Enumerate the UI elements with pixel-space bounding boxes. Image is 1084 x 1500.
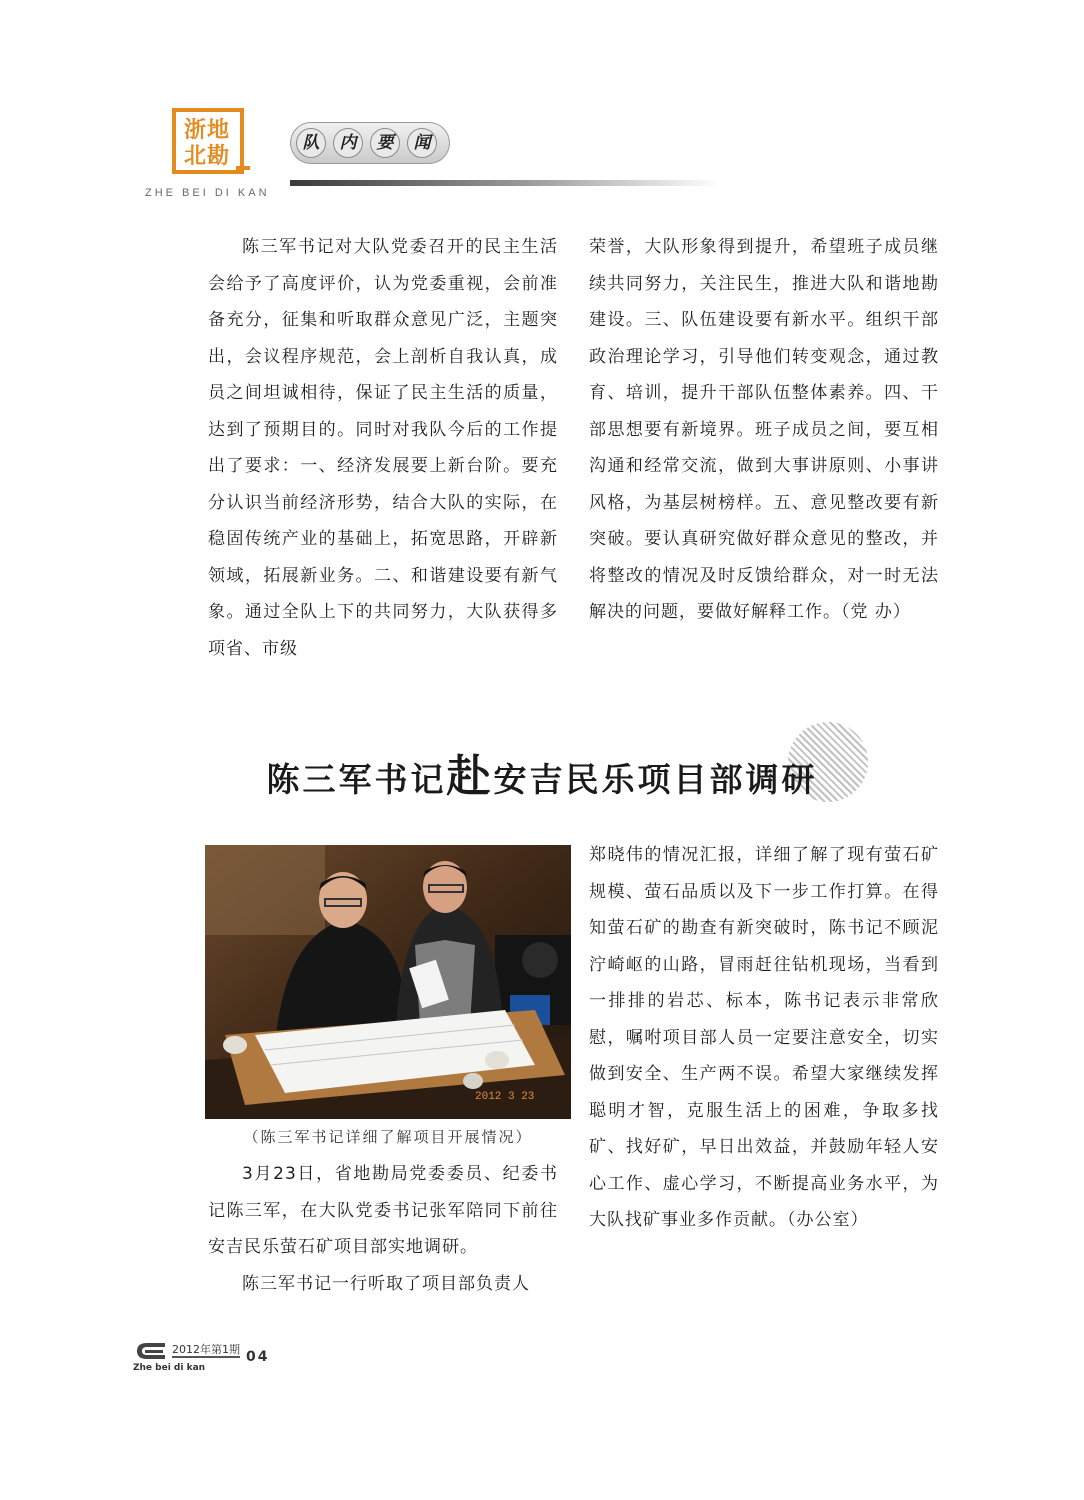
header-rule <box>290 180 720 186</box>
section-char-4: 闻 <box>407 128 437 158</box>
article2-right-text: 郑晓伟的情况汇报，详细了解了现有萤石矿规模、萤石品质以及下一步工作打算。在得知萤石矿的勘查有新突破时，陈书记不顾泥泞崎岖的山路，冒雨赶往钻机现场，当看到一排排的岩芯、标本，陈书记表示非常欣慰，嘱咐项目部人员一定要注意安全，切实做到安全、生产两不误。希望大家继续发挥聪明才智，克服生活上的困难，争取多找矿、找好矿，早日出效益，并鼓励年轻人安心工作、虚心学习，不断提高业务水平，为大队找矿事业多作贡献。（办公室） <box>589 845 939 1230</box>
article2-left-para1: 3月23日，省地勘局党委委员、纪委书记陈三军，在大队党委书记张军陪同下前往安吉民乐萤石矿项目部实地调研。 <box>208 1164 558 1257</box>
article2-left-para2: 陈三军书记一行听取了项目部负责人 <box>242 1273 530 1294</box>
section-char-1: 队 <box>296 128 326 158</box>
photo-caption: （陈三军书记详细了解项目开展情况） <box>243 1128 533 1146</box>
section-char-3: 要 <box>370 128 400 158</box>
article2-right-column <box>589 837 939 1239</box>
page-number: 04 <box>246 1349 270 1365</box>
article-photo <box>205 845 571 1119</box>
footer-issue: 2012年第1期 <box>172 1343 240 1356</box>
logo-text-line1: 浙地 <box>184 118 231 143</box>
title-part-1: 陈三军书记 <box>266 760 447 799</box>
title-part-2: 安吉民乐项目部调研 <box>493 760 818 799</box>
photo-illustration <box>205 845 571 1119</box>
article1-right-text: 荣誉，大队形象得到提升，希望班子成员继续共同努力，关注民生，推进大队和谐地勘建设。三、队伍建设要有新水平。组织干部政治理论学习，引导他们转变观念，通过教育、培训，提升干部队伍整体素养。四、干部思想要有新境界。班子成员之间，要互相沟通和经常交流，做到大事讲原则、小事讲风格，为基层树榜样。五、意见整改要有新突破。要认真研究做好群众意见的整改，并将整改的情况及时反馈给群众，对一时无法解决的问题，要做好解释工作。（党 办） <box>589 237 939 622</box>
section-char-2: 内 <box>333 128 363 158</box>
article1-left-column <box>208 229 558 667</box>
article1-left-text: 陈三军书记对大队党委召开的民主生活会给予了高度评价，认为党委重视，会前准备充分，征集和听取群众意见广泛，主题突出，会议程序规范，会上剖析自我认真，成员之间坦诚相待，保证了民主生活的质量，达到了预期目的。同时对我队今后的工作提出了要求：一、经济发展要上新台阶。要充分认识当前经济形势，结合大队的实际，在稳固传统产业的基础上，拓宽思路，开辟新领域，拓展新业务。二、和谐建设要有新气象。通过全队上下的共同努力，大队获得多项省、市级 <box>208 237 558 659</box>
article2-title <box>0 740 1084 804</box>
footer-rule <box>172 1356 240 1358</box>
article1-right-column <box>589 229 939 631</box>
footer-subtitle: Zhe bei di kan <box>133 1363 206 1373</box>
logo-subtitle: ZHE BEI DI KAN <box>145 187 270 199</box>
photo-date-stamp: 2012 3 23 <box>475 1091 535 1103</box>
title-emphasis: 赴 <box>446 751 494 802</box>
logo-text-line2: 北勘 <box>184 144 231 169</box>
logo-accent-bar <box>236 166 250 170</box>
magazine-logo <box>172 108 244 174</box>
article2-left-column <box>208 1156 558 1302</box>
